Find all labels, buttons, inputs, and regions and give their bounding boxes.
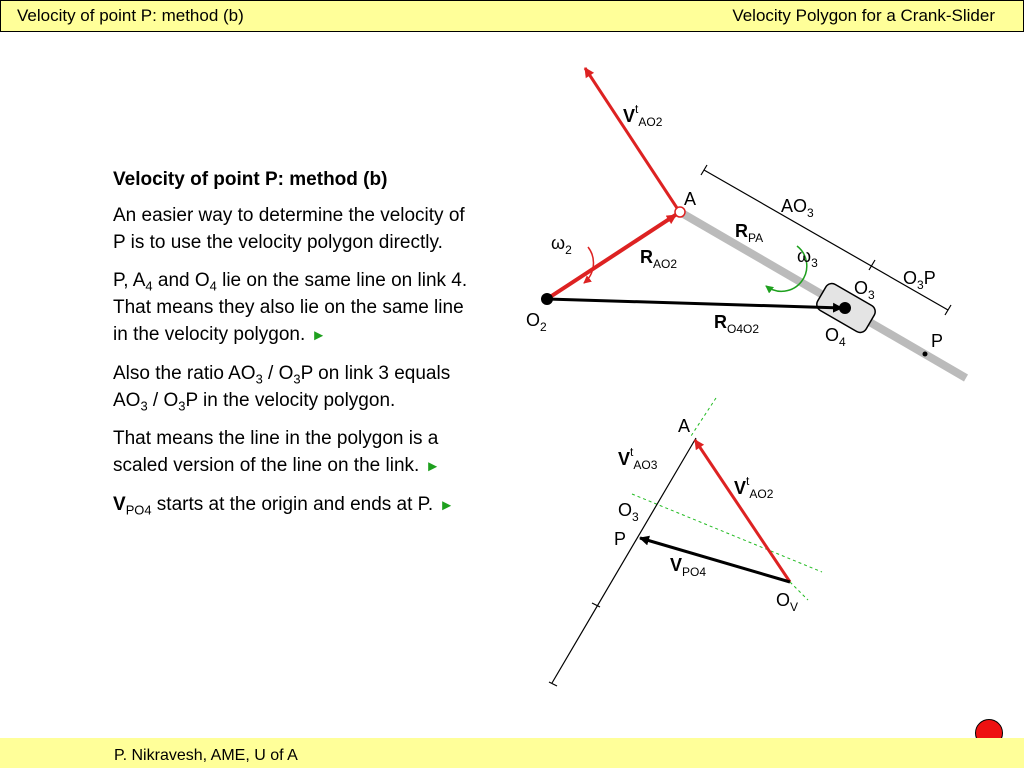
point-p [923, 352, 928, 357]
p5-bold: V [113, 494, 126, 515]
vt-ao2-polygon-vector [695, 440, 790, 582]
p3-text-3: P on link 3 equals AO [113, 363, 451, 411]
p4-text: That means the line in the polygon is a scaled version of the line on the link. [113, 428, 439, 476]
label-r-ao2: $R_{AO2}$ [640, 247, 678, 271]
v-po4-vector [640, 538, 790, 582]
label-o3: $O_3$ [854, 278, 875, 302]
play-icon[interactable]: ► [439, 497, 455, 514]
p5-sub: PO4 [125, 502, 152, 518]
extension-line-top [691, 398, 716, 436]
p3-sub-3: 3 [140, 398, 148, 414]
tick-end [549, 682, 557, 686]
label-r-o4o2: $R_{O4O2}$ [714, 312, 760, 336]
p3-text-2: / O [262, 363, 294, 384]
omega2-arrow-icon [584, 247, 593, 283]
label-omega3: $\omega_3$ [797, 246, 818, 270]
parallel-guide-line [632, 494, 822, 572]
poly-label-vt-ao2: $V^t_{AO2}$ [734, 474, 774, 501]
poly-label-v-po4: $V_{PO4}$ [670, 555, 707, 579]
poly-label-p: P [614, 529, 627, 549]
footer-credit: P. Nikravesh, AME, U of A [114, 747, 298, 764]
vt-ao2-vector [585, 68, 677, 208]
velocity-polygon [549, 398, 822, 686]
label-vt-ao2-mech: $V^t_{AO2}$ [623, 102, 663, 129]
p5-text: starts at the origin and ends at P. [151, 494, 434, 515]
p2-text-3: lie on the same line on link 4. That means they also lie on the same line in the velocity polygon. [113, 270, 468, 345]
p2-sub-2: 4 [209, 278, 217, 294]
label-o2: $O_2$ [526, 310, 547, 334]
poly-label-a: A [678, 416, 691, 436]
section-heading: Velocity of point P: method (b) [113, 169, 388, 190]
label-r-pa: $R_{PA}$ [735, 221, 764, 245]
paragraph-1: An easier way to determine the velocity of P is to use the velocity polygon directly. [113, 205, 465, 253]
label-o4: $O_4$ [825, 325, 846, 349]
pivot-o4 [839, 302, 851, 314]
play-icon[interactable]: ► [425, 458, 441, 475]
label-o3p: $O_3P$ [903, 268, 936, 292]
p3-text-4: / O [147, 390, 179, 411]
footer-bar [0, 738, 1024, 768]
p3-text-1: Also the ratio AO [113, 363, 256, 384]
p3-text-5: P in the velocity polygon. [185, 390, 396, 411]
presentation-title: Velocity Polygon for a Crank-Slider [732, 6, 995, 25]
p2-text-1: P, A [113, 270, 146, 291]
p2-sub-1: 4 [145, 278, 153, 294]
play-icon[interactable]: ► [311, 327, 327, 344]
pivot-o2 [541, 293, 553, 305]
label-p: P [931, 331, 944, 351]
poly-label-o3: $O_3$ [618, 500, 639, 524]
p3-sub-4: 3 [178, 398, 186, 414]
poly-label-ov: $O_V$ [776, 590, 799, 614]
slide-title: Velocity of point P: method (b) [17, 6, 244, 25]
label-a: A [684, 189, 697, 209]
label-omega2: $\omega_2$ [551, 233, 572, 257]
label-ao3: $AO_3$ [781, 196, 814, 220]
poly-label-vt-ao3: $V^t_{AO3}$ [618, 445, 658, 472]
p2-text-2: and O [152, 270, 210, 291]
p3-sub-2: 3 [293, 371, 301, 387]
mechanism [526, 68, 966, 378]
extension-line-ov [790, 582, 808, 600]
p3-sub-1: 3 [255, 371, 263, 387]
r-o4o2-vector [547, 299, 842, 308]
